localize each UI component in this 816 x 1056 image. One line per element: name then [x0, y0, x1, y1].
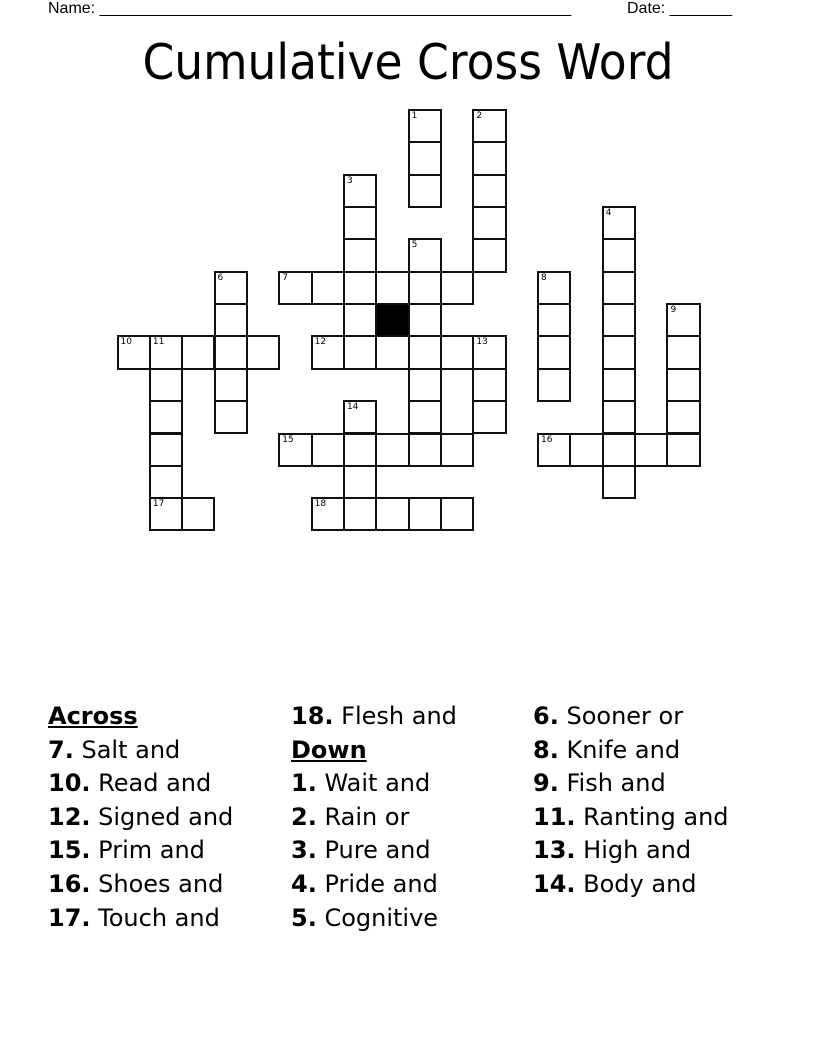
- clue-text: Shoes and: [98, 869, 224, 898]
- clue-number: 2.: [291, 802, 317, 831]
- clue-column-1: [48, 700, 233, 935]
- grid-cell[interactable]: [472, 141, 506, 175]
- grid-cell[interactable]: [472, 109, 506, 143]
- cell-number: 5: [411, 240, 418, 251]
- grid-cell[interactable]: [278, 433, 312, 467]
- clue-text: Read and: [98, 769, 212, 798]
- cell-number: 16: [541, 434, 553, 445]
- cell-number: 13: [476, 337, 488, 348]
- clue-number: 10.: [48, 769, 91, 798]
- cell-number: 2: [476, 111, 483, 121]
- grid-cell[interactable]: [537, 303, 571, 337]
- clue-text: Fish and: [566, 769, 666, 798]
- grid-cell[interactable]: [602, 206, 636, 240]
- grid-cell[interactable]: [666, 335, 700, 369]
- clue-text: High and: [583, 836, 692, 865]
- down-heading: Down: [291, 735, 367, 764]
- grid-cell[interactable]: [634, 433, 668, 467]
- grid-cell[interactable]: [149, 400, 183, 434]
- grid-cell[interactable]: [214, 335, 248, 369]
- grid-cell[interactable]: [440, 497, 474, 531]
- grid-cell[interactable]: [343, 174, 377, 208]
- cell-number: 15: [282, 434, 294, 445]
- grid-cell[interactable]: [278, 271, 312, 305]
- grid-cell[interactable]: [666, 303, 700, 337]
- grid-cell[interactable]: [602, 368, 636, 402]
- date-field-label: Date: _______: [627, 0, 732, 17]
- grid-cell[interactable]: [214, 400, 248, 434]
- clue-number: 9.: [533, 769, 559, 798]
- clue-number: 16.: [48, 869, 91, 898]
- clue-number: 12.: [48, 802, 91, 831]
- cell-number: 8: [541, 272, 547, 283]
- grid-cell[interactable]: [666, 368, 700, 402]
- clue-number: 4.: [291, 869, 317, 898]
- clue-text: Ranting and: [583, 802, 729, 831]
- grid-cell[interactable]: [246, 335, 280, 369]
- grid-cell[interactable]: [537, 271, 571, 305]
- cell-number: 10: [120, 337, 132, 348]
- grid-cell[interactable]: [375, 271, 409, 305]
- clue-down-4: [291, 868, 457, 902]
- clue-number: 17.: [48, 903, 91, 932]
- black-cell: [375, 303, 409, 337]
- clue-across-18: [291, 700, 457, 734]
- clue-number: 11.: [533, 802, 576, 831]
- clue-column-2: [291, 700, 457, 935]
- grid-cell[interactable]: [375, 497, 409, 531]
- grid-cell[interactable]: [343, 433, 377, 467]
- grid-cell[interactable]: [602, 303, 636, 337]
- cell-number: 17: [152, 499, 165, 510]
- clue-text: Salt and: [81, 735, 181, 764]
- clue-text: Body and: [583, 869, 697, 898]
- clue-number: 14.: [533, 869, 576, 898]
- grid-cell[interactable]: [602, 433, 636, 467]
- clue-down-2: [291, 801, 457, 835]
- grid-cell[interactable]: [472, 335, 506, 369]
- clue-across-7: [48, 734, 233, 768]
- grid-cell[interactable]: [602, 400, 636, 434]
- cell-number: 9: [670, 305, 677, 316]
- clue-column-3: [533, 700, 729, 902]
- clue-text: Pride and: [324, 869, 438, 898]
- grid-cell[interactable]: [375, 335, 409, 369]
- clue-down-1: [291, 767, 457, 801]
- cell-number: 18: [314, 499, 327, 510]
- grid-cell[interactable]: [214, 303, 248, 337]
- clue-down-11: [533, 801, 729, 835]
- clue-down-3: [291, 834, 457, 868]
- grid-cell[interactable]: [408, 497, 442, 531]
- grid-cell[interactable]: [181, 335, 215, 369]
- clue-text: Sooner or: [566, 702, 684, 730]
- grid-cell[interactable]: [149, 433, 183, 467]
- grid-cell[interactable]: [666, 433, 700, 467]
- grid-cell[interactable]: [343, 497, 377, 531]
- clue-down-9: [533, 767, 729, 801]
- grid-cell[interactable]: [408, 174, 442, 208]
- grid-cell[interactable]: [440, 271, 474, 305]
- clue-text: Signed and: [98, 802, 234, 831]
- clue-text: Wait and: [324, 769, 431, 798]
- grid-cell[interactable]: [311, 433, 345, 467]
- grid-cell[interactable]: [408, 303, 442, 337]
- grid-cell[interactable]: [149, 335, 183, 369]
- grid-cell[interactable]: [408, 238, 442, 272]
- clue-down-6: [533, 700, 729, 734]
- grid-cell[interactable]: [408, 271, 442, 305]
- cell-number: 6: [217, 272, 224, 283]
- grid-cell[interactable]: [440, 433, 474, 467]
- clue-text: Cognitive: [324, 903, 439, 932]
- grid-cell[interactable]: [408, 433, 442, 467]
- grid-cell[interactable]: [311, 271, 345, 305]
- grid-cell[interactable]: [602, 465, 636, 499]
- grid-cell[interactable]: [537, 368, 571, 402]
- grid-cell[interactable]: [602, 335, 636, 369]
- grid-cell[interactable]: [214, 368, 248, 402]
- grid-cell[interactable]: [569, 433, 603, 467]
- clue-text: Prim and: [98, 836, 205, 865]
- clue-text: Flesh and: [341, 702, 457, 730]
- grid-cell[interactable]: [149, 497, 183, 531]
- clue-down-8: [533, 734, 729, 768]
- clue-across-16: [48, 868, 233, 902]
- clue-number: 15.: [48, 836, 91, 865]
- clue-number: 7.: [48, 735, 74, 764]
- grid-cell[interactable]: [343, 303, 377, 337]
- grid-cell[interactable]: [472, 206, 506, 240]
- grid-cell[interactable]: [214, 271, 248, 305]
- clue-number: 6.: [533, 702, 559, 730]
- clue-across-10: [48, 767, 233, 801]
- grid-cell[interactable]: [343, 400, 377, 434]
- clue-number: 5.: [291, 903, 317, 932]
- grid-cell[interactable]: [472, 400, 506, 434]
- grid-cell[interactable]: [375, 433, 409, 467]
- cell-number: 14: [346, 402, 359, 413]
- grid-cell[interactable]: [149, 368, 183, 402]
- grid-cell[interactable]: [472, 174, 506, 208]
- grid-cell[interactable]: [311, 335, 345, 369]
- grid-cell[interactable]: [440, 335, 474, 369]
- grid-cell[interactable]: [537, 335, 571, 369]
- grid-cell[interactable]: [408, 368, 442, 402]
- grid-cell[interactable]: [149, 465, 183, 499]
- page-title: Cumulative Cross Word: [142, 34, 674, 91]
- clue-across-15: [48, 834, 233, 868]
- cell-number: 11: [152, 337, 165, 348]
- grid-cell[interactable]: [472, 238, 506, 272]
- grid-cell[interactable]: [408, 109, 442, 143]
- grid-cell[interactable]: [408, 141, 442, 175]
- cell-number: 12: [314, 337, 327, 348]
- cell-number: 4: [605, 208, 612, 219]
- grid-cell[interactable]: [343, 238, 377, 272]
- clue-number: 18.: [291, 702, 334, 730]
- grid-cell[interactable]: [311, 497, 345, 531]
- across-heading: Across: [48, 702, 138, 730]
- grid-cell[interactable]: [343, 206, 377, 240]
- clue-across-17: [48, 902, 233, 936]
- grid-cell[interactable]: [537, 433, 571, 467]
- clue-number: 8.: [533, 735, 559, 764]
- clue-down-5: [291, 902, 457, 936]
- grid-cell[interactable]: [408, 335, 442, 369]
- clue-text: Rain or: [324, 802, 410, 831]
- clue-across-12: [48, 801, 233, 835]
- cell-number: 3: [346, 175, 353, 186]
- grid-cell[interactable]: [472, 368, 506, 402]
- grid-cell[interactable]: [181, 497, 215, 531]
- clue-down-13: [533, 834, 729, 868]
- grid-cell[interactable]: [343, 271, 377, 305]
- cell-number: 1: [411, 111, 418, 121]
- grid-cell[interactable]: [343, 335, 377, 369]
- grid-cell[interactable]: [117, 335, 151, 369]
- grid-cell[interactable]: [343, 465, 377, 499]
- cell-number: 7: [282, 272, 288, 283]
- grid-cell[interactable]: [602, 271, 636, 305]
- grid-cell[interactable]: [602, 238, 636, 272]
- name-field-label: Name: _____________________________________________________: [48, 0, 572, 17]
- clue-text: Knife and: [566, 735, 681, 764]
- clue-text: Touch and: [98, 903, 220, 932]
- clue-down-14: [533, 868, 729, 902]
- clue-number: 3.: [291, 836, 317, 865]
- clue-text: Pure and: [324, 836, 431, 865]
- clue-number: 1.: [291, 769, 317, 798]
- grid-cell[interactable]: [408, 400, 442, 434]
- grid-cell[interactable]: [666, 400, 700, 434]
- clue-number: 13.: [533, 836, 576, 865]
